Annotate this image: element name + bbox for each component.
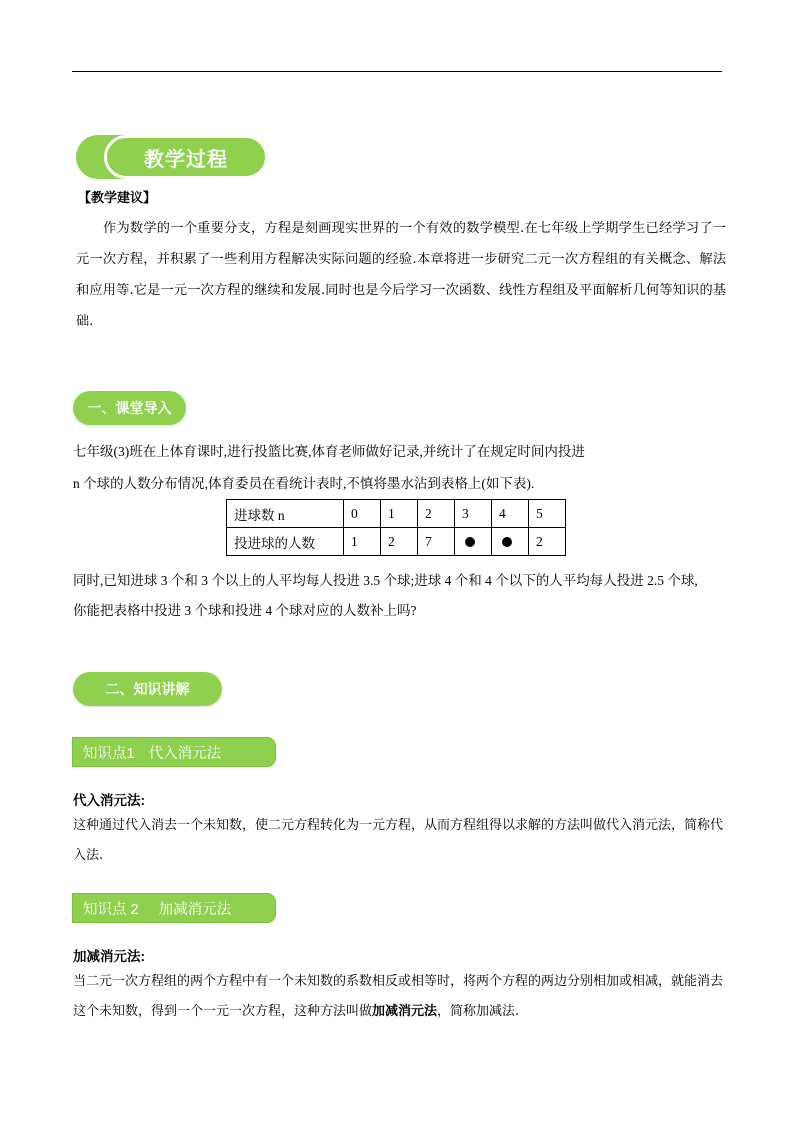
point-1-subtitle: 代入消元法: [73, 793, 145, 808]
ink-blot-cell [455, 528, 492, 556]
point-2-body [73, 967, 725, 1027]
table-row-label: 投进球的人数 [227, 528, 344, 556]
table-cell: 2 [418, 500, 455, 528]
point-2-body-tail: ，简称加减法. [437, 1004, 520, 1019]
table-cell: 2 [381, 528, 418, 556]
problem-line-1: 七年级(3)班在上体育课时,进行投篮比赛,体育老师做好记录,并统计了在规定时间内投进 [73, 444, 585, 459]
main-heading: 教学过程 [104, 135, 268, 179]
question-line-2: 你能把表格中投进 3 个球和投进 4 个球对应的人数补上吗? [73, 603, 417, 618]
point-2-body-text: 当二元一次方程组的两个方程中有一个未知数的系数相反或相等时，将两个方程的两边分别相加或相减，就能消去这个未知数，得到一个一元一次方程，这种方法叫做 [73, 974, 724, 1019]
main-heading-badge [76, 135, 268, 179]
tag-title: 加减消元法 [158, 901, 232, 918]
section-title-intro: 一、课堂导入 [73, 391, 186, 425]
ink-blot-cell [492, 528, 529, 556]
table-cell: 4 [492, 500, 529, 528]
suggestion-label: 【教学建议】 [78, 191, 157, 206]
ink-blot-icon [465, 537, 475, 547]
table-row [227, 528, 566, 556]
table-cell: 7 [418, 528, 455, 556]
intro-paragraph: 作为数学的一个重要分支，方程是刻画现实世界的一个有效的数学模型.在七年级上学期学生已经学习了一元一次方程，并积累了一些利用方程解决实际问题的经验.本章将进一步研究二元一次方程组的有关概念、解法和应用等.它是一元一次方程的继续和发展.同时也是今后学习一次函数、线性方程组及平面解析几何等知识的基础. [76, 221, 726, 329]
point-2-body-bold: 加减消元法 [372, 1004, 438, 1019]
tag-title: 代入消元法 [148, 745, 222, 762]
knowledge-point-1-tag [72, 737, 276, 767]
table-cell: 3 [455, 500, 492, 528]
table-cell: 1 [381, 500, 418, 528]
section-title-knowledge: 二、知识讲解 [73, 672, 222, 706]
tag-number: 知识点1 [83, 745, 135, 762]
tag-number: 知识点 2 [83, 901, 139, 918]
ink-blot-icon [502, 537, 512, 547]
point-2-subtitle: 加减消元法: [73, 949, 145, 964]
table-row [227, 500, 566, 528]
table-cell: 5 [529, 500, 566, 528]
table-cell: 1 [344, 528, 381, 556]
problem-line-2: n 个球的人数分布情况,体育委员在看统计表时,不慎将墨水沾到表格上(如下表). [73, 476, 535, 491]
question-line-1: 同时,已知进球 3 个和 3 个以上的人平均每人投进 3.5 个球;进球 4 个和 4 个以下的人平均每人投进 2.5 个球, [73, 573, 698, 588]
header-rule [72, 71, 722, 72]
table-header-label: 进球数 n [227, 500, 344, 528]
table-cell: 2 [529, 528, 566, 556]
point-1-body: 这种通过代入消去一个未知数，使二元方程转化为一元方程，从而方程组得以求解的方法叫做代入消元法，简称代入法. [73, 818, 724, 863]
table-cell: 0 [344, 500, 381, 528]
score-table [226, 499, 566, 556]
knowledge-point-2-tag [72, 893, 276, 923]
